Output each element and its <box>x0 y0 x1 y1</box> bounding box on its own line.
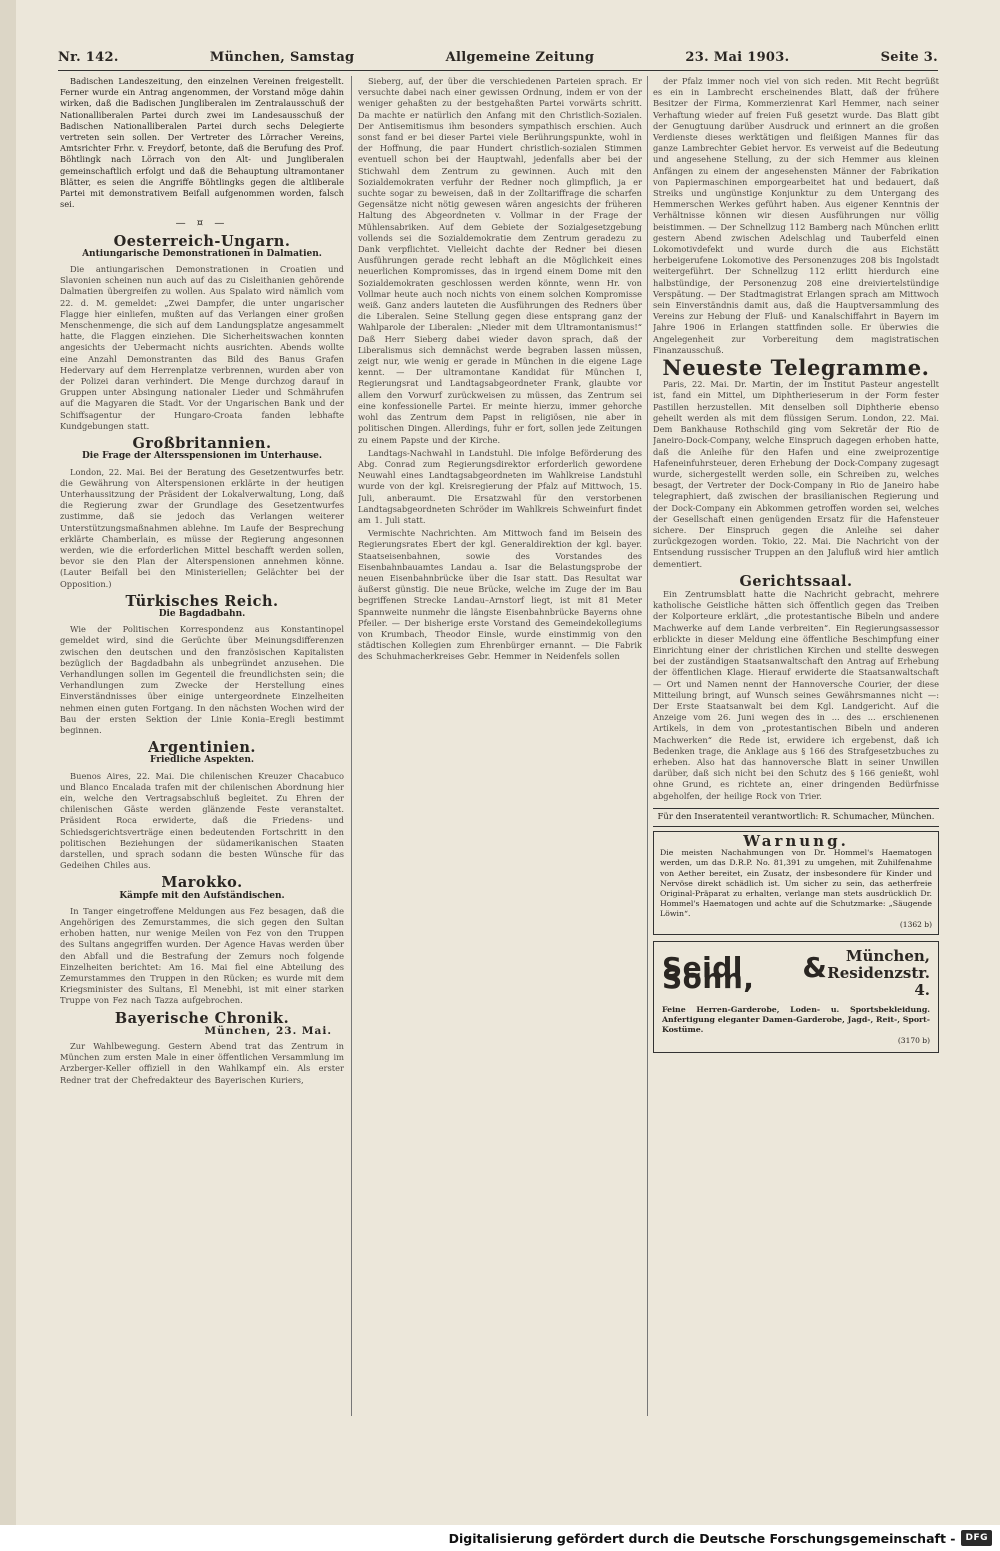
column-separator-1 <box>351 76 352 1416</box>
article-dalmatia: Die antiungarischen Demonstrationen in Croatien und Slavonien scheinen nun auch auf das zu Cisleithanien gehörende Dalmatien übergreifen zu wollen. Aus Spalato wird nämlich vom 22. d. M. gemeldet: „Zwei Dampfer, die unter ungarischer Flagge hier einliefen, mußten auf das Verlangen einer großen Menschenmenge, die sich auf dem Landungsplatze angesammelt hatte, die Flaggen einziehen. Die Sicherheitswachen konnten angesichts der Uebermacht nichts ausrichten. Abends wollte eine Anzahl Demonstranten das Bild des Banus Grafen Hedervary auf dem Herrenplatze verbrennen, wurden aber von der Polizei daran verhindert. Die Menge durchzog darauf in Gruppen unter Absingung nationaler Lieder und Schmährufen auf die Magyaren die Stadt. Vor der Ungarischen Bank und der Schiffsagentur der Hungaro-Croata fanden lebhafte Kundgebungen statt. <box>60 264 344 431</box>
subheading-pensions: Die Frage der Altersspensionen im Unterhause. <box>81 451 323 462</box>
article-landstuhl: Landtags-Nachwahl in Landstuhl. Die infolge Beförderung des Abg. Conrad zum Regierungsdirektor erforderlich gewordene Neuwahl eines Landtagsabgeordneten im Wahlkreise Landstuhl wurde von der kgl. Kreisregierung der Pfalz auf Mittwoch, 15. Juli, anberaumt. Die Ersatzwahl für den verstorbenen Landtagsabgeordneten Schröder im Wahlkreis Schweinfurt findet am 1. Juli statt. <box>358 447 642 525</box>
column-1 <box>60 76 344 1416</box>
section-heading-court: Gerichtssaal. <box>739 572 853 590</box>
article-wahlbewegung: Zur Wahlbewegung. Gestern Abend trat das Zentrum in München zum ersten Male in einer öffentlichen Versammlung im Arzberger-Keller offiziell in den Wahlkampf ein. Als erster Redner trat der Chefredakteur des Bayerischen Kuriers, <box>60 1041 344 1085</box>
dfg-logo: DFG <box>961 1530 992 1546</box>
page-header <box>58 46 938 68</box>
scan-edge <box>0 0 16 1525</box>
subheading-morocco: Kämpfe mit den Aufständischen. <box>119 890 285 901</box>
page-number: Seite 3. <box>880 49 938 65</box>
intro-paragraph: Badischen Landeszeitung, den einzelnen Vereinen freigestellt. Ferner wurde ein Antrag angenommen, der Vorstand möge dahin wirken, daß die Badischen Jungliberalen im Zentralausschuß der Nationalliberalen Partei durch zwei im Landesausschuß der Badischen Nationalliberalen Partei durch sechs Delegierte vertreten sein sollen. Der Vertreter des Lörracher Vereins, Amtsrichter Frhr. v. Freydorf, betonte, daß die Berufung des Prof. Böhtlingk nach Lörrach von den Alt- und Jungliberalen gemeinschaftlich erfolgt und daß die Behauptung ultramontaner Blätter, es seien die Angriffe Böhtlingks gegen die altliberale Partei mit demonstrativem Beifall aufgenommen worden, falsch sei. <box>60 76 344 210</box>
section-heading-argentina: Argentinien. <box>148 739 256 757</box>
issue-date: 23. Mai 1903. <box>685 49 790 65</box>
section-heading-bavaria: Bayerische Chronik. <box>114 1009 290 1027</box>
subheading-argentina: Friedliche Aspekten. <box>150 755 254 766</box>
digitization-footer <box>0 1525 1000 1551</box>
header-rule <box>58 70 938 71</box>
article-court: Ein Zentrumsblatt hatte die Nachricht gebracht, mehrere katholische Geistliche hätten sich öffentlich gegen das Treiben der Kolporteure erklärt, „die protestantische Bibeln und andere Machwerke auf dem Lande verbreiten“. Ein Regierungsassessor erblickte in dieser Meldung eine öffentliche Beschimpfung einer Einrichtung einer der christlichen Kirchen und stellte deswegen bei der zuständigen Staatsanwaltschaft den Antrag auf Erhebung der öffentlichen Klage. Hierauf erwiderte die Staatsanwaltschaft — Ort und Namen nennt der Hannoversche Courier, der diese Mitteilung bringt, auf Wunsch seines Gewährsmannes nicht —: Der Erste Staatsanwalt bei dem Kgl. Landgericht. Auf die Anzeige vom 26. Juni wegen des in ... des ... erschienenen Artikels, in dem von „protestantischen Bibeln und anderen Machwerken“ die Rede ist, erwidere ich ergebenst, daß ich Bedenken trage, die Anklage aus § 166 des Strafgesetzbuches zu erheben. Also hat das hannoversche Blatt in seiner Unwillen darüber, daß sich nicht bei den Schutz des § 166 genießt, wohl ohne Grund, es richtete an, einer dringenden Bedürfnisse abgeholfen, der heilige Rock von Trier. <box>653 588 939 801</box>
imprint-line: Für den Inseratenteil verantwortlich: R. Schumacher, München. <box>653 808 939 827</box>
ad-seidl-code: (3170 b) <box>897 1035 930 1045</box>
article-morocco: In Tanger eingetroffene Meldungen aus Fez besagen, daß die Angehörigen des Zemurstammes, die sich gegen den Sultan erhoben hatten, nur wenige Meilen von Fez von den Truppen des Sultans angegriffen wurden. Der Agence Havas werden über den Abfall und die Bestrafung der Zemurs noch folgende Einzelheiten berichtet: Am 16. Mai fiel eine Abteilung des Zemurstammes den Truppen in den Rücken; es wurde mit dem Kriegsminister des Sultans, El Menebhi, ist mit einer starken Truppe von Fez nach Tazza aufgebrochen. <box>60 905 344 1006</box>
place-day: München, Samstag <box>209 49 355 65</box>
section-heading-austria: Oesterreich-Ungarn. <box>113 232 291 250</box>
article-wahlbewegung-cont: Sieberg, auf, der über die verschiedenen Parteien sprach. Er versuchte dabei nach einer gewissen Ordnung, indem er von der weniger gehaßten zu der bestgehaßten Partei vorwärts schritt. Da machte er natürlich den Anfang mit den Christlich-Sozialen. Der Antisemitismus ihm besonders sympathisch erschien. Auch sonst fand er bei dieser Partei viele Berührungspunkte, wohl in der Hoffnung, die paar Hundert christlich-sozialen Stimmen eventuell schon bei der Hauptwahl, jedenfalls aber bei der Stichwahl dem Zentrum zu gewinnen. Auch mit den Sozialdemokraten verfuhr der Redner noch glimpflich, ja er suchte sogar zu beweisen, daß in der Zolltariffrage die scharfen Gegensätze nicht nötig gewesen wären angesichts der früheren Haltung des Abgeordneten v. Vollmar in der Frage der Mühlensabriken. Auf dem Gebiete der Sozialgesetzgebung vollends sei die Sozialdemokratie dem Zentrum geradezu zu Dank verpflichtet. Vielleicht dachte der Redner bei diesen Ausführungen gerade recht lebhaft an die Möglichkeit eines neuerlichen Kompromisses, das in irgend einem Dome mit den Sozialdemokraten geschlossen werden könnte, wenn Hr. von Vollmar heute auch noch nichts von einem solchen Kompromisse weiß. Ganz anders lauteten die Ausführungen des Redners über die Liberalen. Seine Stellung gegen diese entsprang ganz der Wahlparole der Liberalen: „Nieder mit dem Ultramontanismus!“ Daß Herr Sieberg dabei wieder davon sprach, daß der Liberalismus sich demnächst werde begraben lassen müssen, zeigt nur, wie wenig er gerade in München in die eigene Lage kennt. — Der ultramontane Kandidat für München I, Regierungsrat und Landtagsabgeordneter Frank, glaubte vor allem den Vorwurf zurückweisen zu müssen, das Zentrum sei eine konfessionelle Partei. Er meinte hierzu, immer gehorche wohl das Zentrum dem Papst in religiösen, nie aber in politischen Dingen. Allerdings, fuhr er fort, sollen jede Zeitungen zu einem Papste und der Kirche. <box>358 76 642 445</box>
section-heading-telegrams: Neueste Telegramme. <box>662 355 930 381</box>
article-bagdadbahn: Wie der Politischen Korrespondenz aus Konstantinopel gemeldet wird, sind die Gerüchte über Meinungsdifferenzen zwischen den deutschen und den französischen Kapitalisten bezüglich der Bagdadbahn als unbegründet anzusehen. Die Verhandlungen sollen im Gegenteil die freundlichsten sein; die Verhandlungen zum Zwecke der Herstellung eines Einverständnisses über einige untergeordnete Einzelheiten nehmen einen guten Fortgang. In den nächsten Wochen wird der Bau der ersten Sektion der Linie Konia–Eregli bestimmt beginnen. <box>60 624 344 735</box>
ornament-divider: — ¤ — <box>175 218 229 230</box>
ad-seidl-street: Residenzstr. 4. <box>827 963 930 999</box>
ad-seidl-city: München, <box>845 946 930 965</box>
ad-seidl-brand: Seidl & Sohn, <box>662 951 828 996</box>
article-argentina: Buenos Aires, 22. Mai. Die chilenischen Kreuzer Chacabuco und Blanco Encalada trafen mit der chilenischen Abordnung hier ein, welche den Vertragsabschluß begleitet. Zu Ehren der chilenischen Gäste werden glänzende Feste veranstaltet. Präsident Roca erwiderte, daß die Friedens- und Schiedsgerichtsverträge einen bedeutenden Fortschritt in den politischen Beziehungen der südamerikanischen Staaten darstellen, und sprach sodann die besten Wünsche für das Gedeihen Chiles aus. <box>60 770 344 871</box>
article-pensions: London, 22. Mai. Bei der Beratung des Gesetzentwurfes betr. die Gewährung von Alterspensionen erklärte in der heutigen Unterhaussitzung der Präsident der Lokalverwaltung, Long, daß die Regierung zwar der Grundlage des Gesetzentwurfes zustimme, daß sie jedoch das Verlangen weiterer Unterstützungsmaßnahmen ablehne. Im Laufe der Besprechung erklärte Chamberlain, es müsse der Regierung angesonnen werden, wie die erforderlichen Mittel beschafft werden sollen, bevor sie den Plan der Alterspensionen annehmen könne. (Lauter Beifall bei den Ministeriellen; Gelächter bei der Opposition.) <box>60 466 344 589</box>
ad-warnung-title: Warnung. <box>743 832 849 850</box>
ad-warnung-code: (1362 b) <box>899 919 932 929</box>
column-3 <box>653 76 939 1416</box>
paper-title: Allgemeine Zeitung <box>445 49 595 65</box>
subheading-bagdadbahn: Die Bagdadbahn. <box>158 608 246 619</box>
issue-number: Nr. 142. <box>58 49 119 65</box>
column-2 <box>358 76 642 1416</box>
column-separator-2 <box>647 76 648 1416</box>
section-heading-britain: Großbritannien. <box>132 435 272 453</box>
subheading-dalmatia: Antiungarische Demonstrationen in Dalmatien. <box>82 248 322 259</box>
article-vermischtes: Vermischte Nachrichten. Am Mittwoch fand im Beisein des Regierungsrates Ebert der kgl. Generaldirektion der kgl. bayer. Staatseisenbahnen, sowie des Vorstandes des Eisenbahnbauamtes Landau a. Isar die Belastungsprobe der neuen Eisenbahnbrücke über die Isar statt. Das Resultat war äußerst günstig. Die neue Brücke, welche im Zuge der im Bau begriffenen Strecke Landau–Arnstorf liegt, ist mit 81 Meter Spannweite nunmehr die längste Eisenbahnbrücke Bayerns ohne Pfeiler. — Der bisherige erste Vorstand des Gemeindekollegiums von Krumbach, Theodor Einsle, wurde einstimmig von den städtischen Kollegien zum Ehrenbürger ernannt. — Die Fabrik des Schuhmacherkreises Gebr. Hemmer in Neidenfels sollen <box>358 528 642 662</box>
advertisement-seidl <box>653 941 939 1053</box>
ad-seidl-text: Feine Herren-Garderobe, Loden- u. Sportsbekleidung. Anfertigung eleganter Damen-Garderobe, Jagd-, Reit-, Sport-Kostüme. <box>662 1004 930 1034</box>
dateline-munich: München, 23. Mai. <box>204 1024 332 1037</box>
footer-text: Digitalisierung gefördert durch die Deutsche Forschungsgemeinschaft - <box>448 1530 956 1546</box>
ad-warnung-text: Die meisten Nachahmungen von Dr. Hommel's Haematogen werden, um das D.R.P. No. 81,391 zu umgehen, mit Zuhilfenahme von Aether bereitet, ein Zusatz, der insbesondere für Kinder und Nervöse direkt schädlich ist. Um sicher zu sein, das aetherfreie Original-Präparat zu erhalten, verlange man stets ausdrücklich Dr. Hommel's Haematogen und achte auf die Schutzmarke: „Säugende Löwin“. <box>660 848 932 919</box>
article-telegrams: Paris, 22. Mai. Dr. Martin, der im Institut Pasteur angestellt ist, fand ein Mittel, um Diphtherieserum in der Form fester Pastillen herzustellen. Mit denselben soll Diphtherie ebenso geheilt werden als mit dem flüssigen Serum. London, 22. Mai. Dem Bankhause Rothschild ging vom Sekretär der Rio de Janeiro-Dock-Company, welche Einspruch dagegen erhoben hatte, daß die Anleihe für den Hafen und eine zweiprozentige Hafeneinfuhrsteuer, deren Erhebung der Dock-Company zugesagt wurde, sichergestellt werden solle, ein Schreiben zu, welches besagt, der Vertreter der Dock-Company in Rio de Janeiro habe telegraphiert, daß zwischen der brasilianischen Regierung und der Dock-Company ein Abkommen getroffen worden sei, welches der Gesellschaft einen genügenden Ersatz für die Hafensteuer sichere. Der Einspruch gegen die Anleihe sei daher zurückgezogen worden. Tokio, 22. Mai. Die Nachricht von der Entsendung russischer Truppen an den Jalufluß wird hier amtlich dementiert. <box>653 379 939 569</box>
ad-seidl-address <box>827 948 930 999</box>
section-heading-turkey: Türkisches Reich. <box>125 592 279 610</box>
section-heading-morocco: Marokko. <box>161 874 243 892</box>
advertisement-warnung <box>653 831 939 935</box>
article-pfalz: der Pfalz immer noch viel von sich reden. Mit Recht begrüßt es ein in Lambrecht erscheinendes Blatt, daß der frühere Besitzer der Firma, Kommerzienrat Karl Hemmer, nach seiner Verhaftung wieder auf freien Fuß gesetzt wurde. Das Blatt gibt der Genugtuung darüber Ausdruck und erinnert an die großen Verdienste dieses werktätigen und fleißigen Mannes für das ganze Lambrechter Gebiet hervor. Es verweist auf die Bedeutung und angesehene Stellung, zu der sich Hemmer aus kleinen Anfängen zu einem der angesehensten Männer der Fabrikation von Papiermaschinen emporgearbeitet hat und bedauert, daß Streiks und ungünstige Konjunktur zu dem Untergang des Hemmerschen Werkes geführt haben. Aus eigener Kenntnis der Verhältnisse können wir diesen Ausführungen nur völlig beistimmen. — Der Schnellzug 112 Bamberg nach München erlitt gestern Abend zwischen Adelschlag und Tauberfeld einen Lokomotivdefekt und wurde durch die aus Eichstätt herbeigerufene Lokomotive des Personenzuges 208 bis Ingolstadt weitergeführt. Der Schnellzug 112 erlitt hierdurch eine halbstündige, der Personenzug 208 eine dreiviertelstündige Verspätung. — Der Stadtmagistrat Erlangen sprach am Mittwoch sein Einverständnis damit aus, daß die Hauptversammlung des Vereins zur Hebung der Fluß- und Kanalschiffahrt in Bayern im Jahre 1906 in Erlangen stattfinden solle. Er überwies die Angelegenheit zur Vorbereitung dem magistratischen Finanzausschuß. <box>653 76 939 355</box>
